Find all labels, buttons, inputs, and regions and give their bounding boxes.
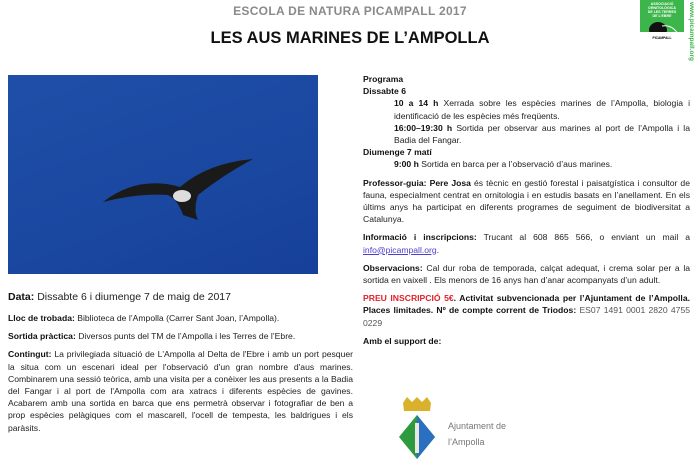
account-number: ES07 1491 0001 2820 4755 0229 bbox=[363, 305, 690, 328]
page-title: LES AUS MARINES DE L’AMPOLLA bbox=[210, 29, 490, 47]
meeting-value: Biblioteca de l’Ampolla (Carrer Sant Joan, l’Ampolla). bbox=[77, 313, 280, 323]
price: PREU INSCRIPCIÓ 5€ bbox=[363, 293, 454, 304]
sunday-heading: Diumenge 7 matí bbox=[363, 147, 432, 158]
ajuntament-name bbox=[448, 418, 506, 450]
time-1: 10 a 14 h bbox=[394, 98, 439, 109]
trip-value: Diversos punts del TM de l’Ampolla i les Terres de l’Ebre. bbox=[78, 331, 296, 342]
picampall-logo: ASSOCIACIÓ ORNITOLÒGICA DE LES TERRES DE L'EBRE PICAMPALL bbox=[640, 0, 684, 44]
support-label: Amb el support de: bbox=[363, 335, 442, 346]
ampolla-coat-of-arms-icon bbox=[397, 397, 437, 461]
activity-1: Xerrada sobre les espècies marines de l’Ampolla, biologia i identificació de les espècies més freqüents. bbox=[394, 98, 691, 121]
info-text: Trucant al 608 865 566, o enviant un mail a bbox=[483, 232, 691, 243]
observations-label: Observacions: bbox=[363, 262, 423, 273]
right-column: Programa Dissabte 6 10 a 14 h Xerrada sobre les espècies marines de l’Ampolla, biologia i identificació de les espècies més freqüents. 16:00–19:30 h Sortida per observar aus marines al port de l’Ampolla i la Badia del Fangar. Diumenge 7 matí 9:00 h Sortida en barca per a l’observació d’aus marines. Professor-guia: Pere Josa és tècnic en gestió forestal i paisatgística i consultor de fauna, especialment centrat en ornitologia i en estudis basats en l’anellament. En els últims anys ha participat en diferents programes de seguiment de biodiversitat a Catalunya. Informació i inscripcions: Trucant al 608 865 566, o enviant un mail a info@picampall.org. Observacions: Cal dur roba de temporada, calçat adequat, i crema solar per a la sortida en vaixell . Els menors de 16 anys han d’anar acompanyats d’un adult. PREU INSCRIPCIÓ 5€. Activitat subvencionada per l’Ajuntament de l’Ampolla. Places limitades. Nº de compte corrent de Triodos: ES07 1491 0001 2820 4755 0229 Amb el support de: bbox=[363, 74, 691, 346]
programme-heading: Programa bbox=[363, 74, 404, 84]
date-label: Data: bbox=[8, 291, 35, 303]
meeting-label: Lloc de trobada: bbox=[8, 313, 75, 323]
bird-icon bbox=[8, 75, 318, 274]
seabird-photo bbox=[8, 75, 318, 274]
activity-2: Sortida per observar aus marines al port de l’Ampolla i la Badia del Fangar. bbox=[394, 122, 690, 146]
time-2: 16:00–19:30 h bbox=[394, 122, 453, 133]
left-column bbox=[8, 290, 353, 440]
observations-text: Cal dur roba de temporada, calçat adequat, i crema solar per a la sortida en vaixell . Els menors de 16 anys han d’anar acompanyats d’un adult. bbox=[363, 262, 691, 286]
guide-bio: és tècnic en gestió forestal i paisatgística i consultor de fauna, especialment centrat en ornitologia i en estudis basats en l’anellament. En els últims anys ha participat en diferents programes de seguiment de biodiversitat a Catalunya. bbox=[363, 177, 690, 225]
guide-label: Professor-guia: Pere Josa bbox=[363, 177, 471, 188]
date-value: Dissabte 6 i diumenge 7 de maig de 2017 bbox=[37, 291, 231, 303]
email-link[interactable]: info@picampall.org bbox=[363, 244, 437, 255]
price-details: . Activitat subvencionada per l’Ajuntament de l’Ampolla. Places limitades. Nº de compte corrent de Triodos: bbox=[363, 293, 690, 316]
info-label: Informació i inscripcions: bbox=[363, 232, 477, 243]
saturday-heading: Dissabte 6 bbox=[363, 86, 406, 97]
ajuntament-line-2: l’Ampolla bbox=[448, 437, 485, 447]
ajuntament-line-1: Ajuntament de bbox=[448, 421, 507, 431]
website-link[interactable]: www.picampall.org bbox=[688, 2, 695, 61]
activity-3: Sortida en barca per a l’observació d’aus marines. bbox=[421, 159, 613, 170]
time-3: 9:00 h bbox=[394, 159, 419, 170]
content-value: La privilegiada situació de L'Ampolla al Delta de l'Ebre i amb un port pesquer la situa com un escenari ideal per l'observació d'un gran nombre d'aus marines. Combinarem una sessió teòrica, amb una visita per a conèixer les aus presents a la Badia del Fangar i al port de l'Ampolla com ara xatracs i diferents espècies de gavines. Acabarem amb una sortida en barca que ens permetrà observar i fotografiar de ben a prop espècies pelàgiques com el mascarell, l'ocell de tempesta, les baldrigues i els paràsits. bbox=[8, 349, 354, 433]
school-heading: ESCOLA DE NATURA PICAMPALL 2017 bbox=[233, 4, 467, 18]
trip-label: Sortida pràctica: bbox=[8, 331, 76, 342]
content-label: Contingut: bbox=[8, 349, 52, 360]
